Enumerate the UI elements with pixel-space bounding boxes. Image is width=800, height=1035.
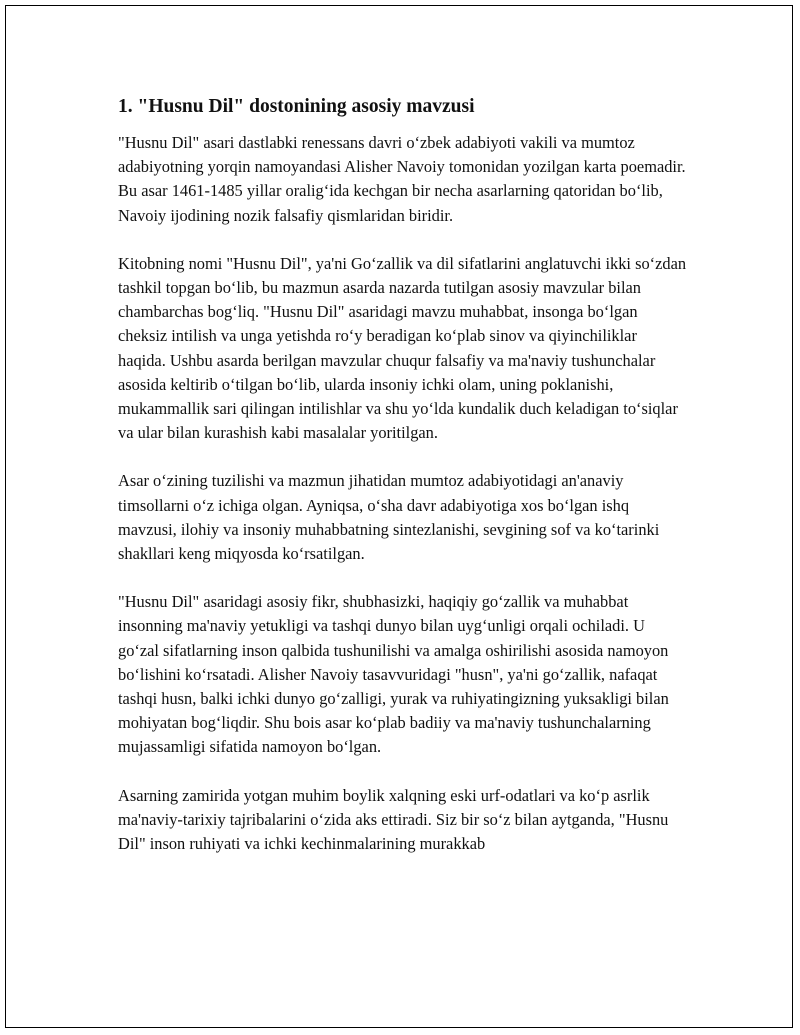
document-body (118, 94, 688, 880)
paragraph-5: Asarning zamirida yotgan muhim boylik xalqning eski urf-odatlari va ko‘p asrlik ma'naviy-tarixiy tajribalarini o‘zida aks ettiradi. Siz bir so‘z bilan aytganda, "Husnu Dil" inson ruhiyati va ichki kechinmalarining murakkab (118, 785, 669, 854)
paragraph-1: "Husnu Dil" asari dastlabki renessans davri o‘zbek adabiyoti vakili va mumtoz adabiyotning yorqin namoyandasi Alisher Navoiy tomonidan yozilgan karta poemadir. Bu asar 1461-1485 yillar oralig‘ida kechgan bir necha asarlarning qatoridan bo‘lib, Navoiy ijodining nozik falsafiy qismlaridan biridir. (118, 133, 686, 225)
paragraph-4: "Husnu Dil" asaridagi asosiy fikr, shubhasizki, haqiqiy go‘zallik va muhabbat insonning ma'naviy yetukligi va tashqi dunyo bilan uyg‘unligi orqali ochiladi. U go‘zal sifatlarning inson qalbida tushunilishi va amalga oshirilishi asosida namoyon bo‘lishini ko‘rsatadi. Alisher Navoiy tasavvuridagi "husn", ya'ni go‘zallik, nafaqat tashqi husn, balki ichki dunyo go‘zalligi, yurak va ruhiyatingizning yuksakligi bilan mohiyatan bog‘liqdir. Shu bois asar ko‘plab badiiy va ma'naviy tushunchalarning mujassamligi sifatida namoyon bo‘lgan. (118, 592, 669, 757)
paragraph-2: Kitobning nomi "Husnu Dil", ya'ni Go‘zallik va dil sifatlarini anglatuvchi ikki so‘zdan tashkil topgan bo‘lib, bu mazmun asarda nazarda tutilgan asosiy mavzular bilan chambarchas bog‘liq. "Husnu Dil" asaridagi mavzu muhabbat, insonga bo‘lgan cheksiz intilish va unga yetishda ro‘y beradigan ko‘plab sinov va qiyinchiliklar haqida. Ushbu asarda berilgan mavzular chuqur falsafiy va ma'naviy tushunchalar asosida keltirib o‘tilgan bo‘lib, ularda insoniy ichki olam, uning poklanishi, mukammallik sari qilingan intilishlar va shu yo‘lda kundalik duch keladigan to‘siqlar va ular bilan kurashish kabi masalalar yoritilgan. (118, 253, 687, 443)
paragraph-3: Asar o‘zining tuzilishi va mazmun jihatidan mumtoz adabiyotidagi an'anaviy timsollarni o‘z ichiga olgan. Ayniqsa, o‘sha davr adabiyotiga xos bo‘lgan ishq mavzusi, ilohiy va insoniy muhabbatning sintezlanishi, sevgining sof va ko‘tarinki shakllari keng miqyosda ko‘rsatilgan. (118, 471, 660, 564)
section-heading: 1. "Husnu Dil" dostonining asosiy mavzusi (118, 96, 475, 117)
